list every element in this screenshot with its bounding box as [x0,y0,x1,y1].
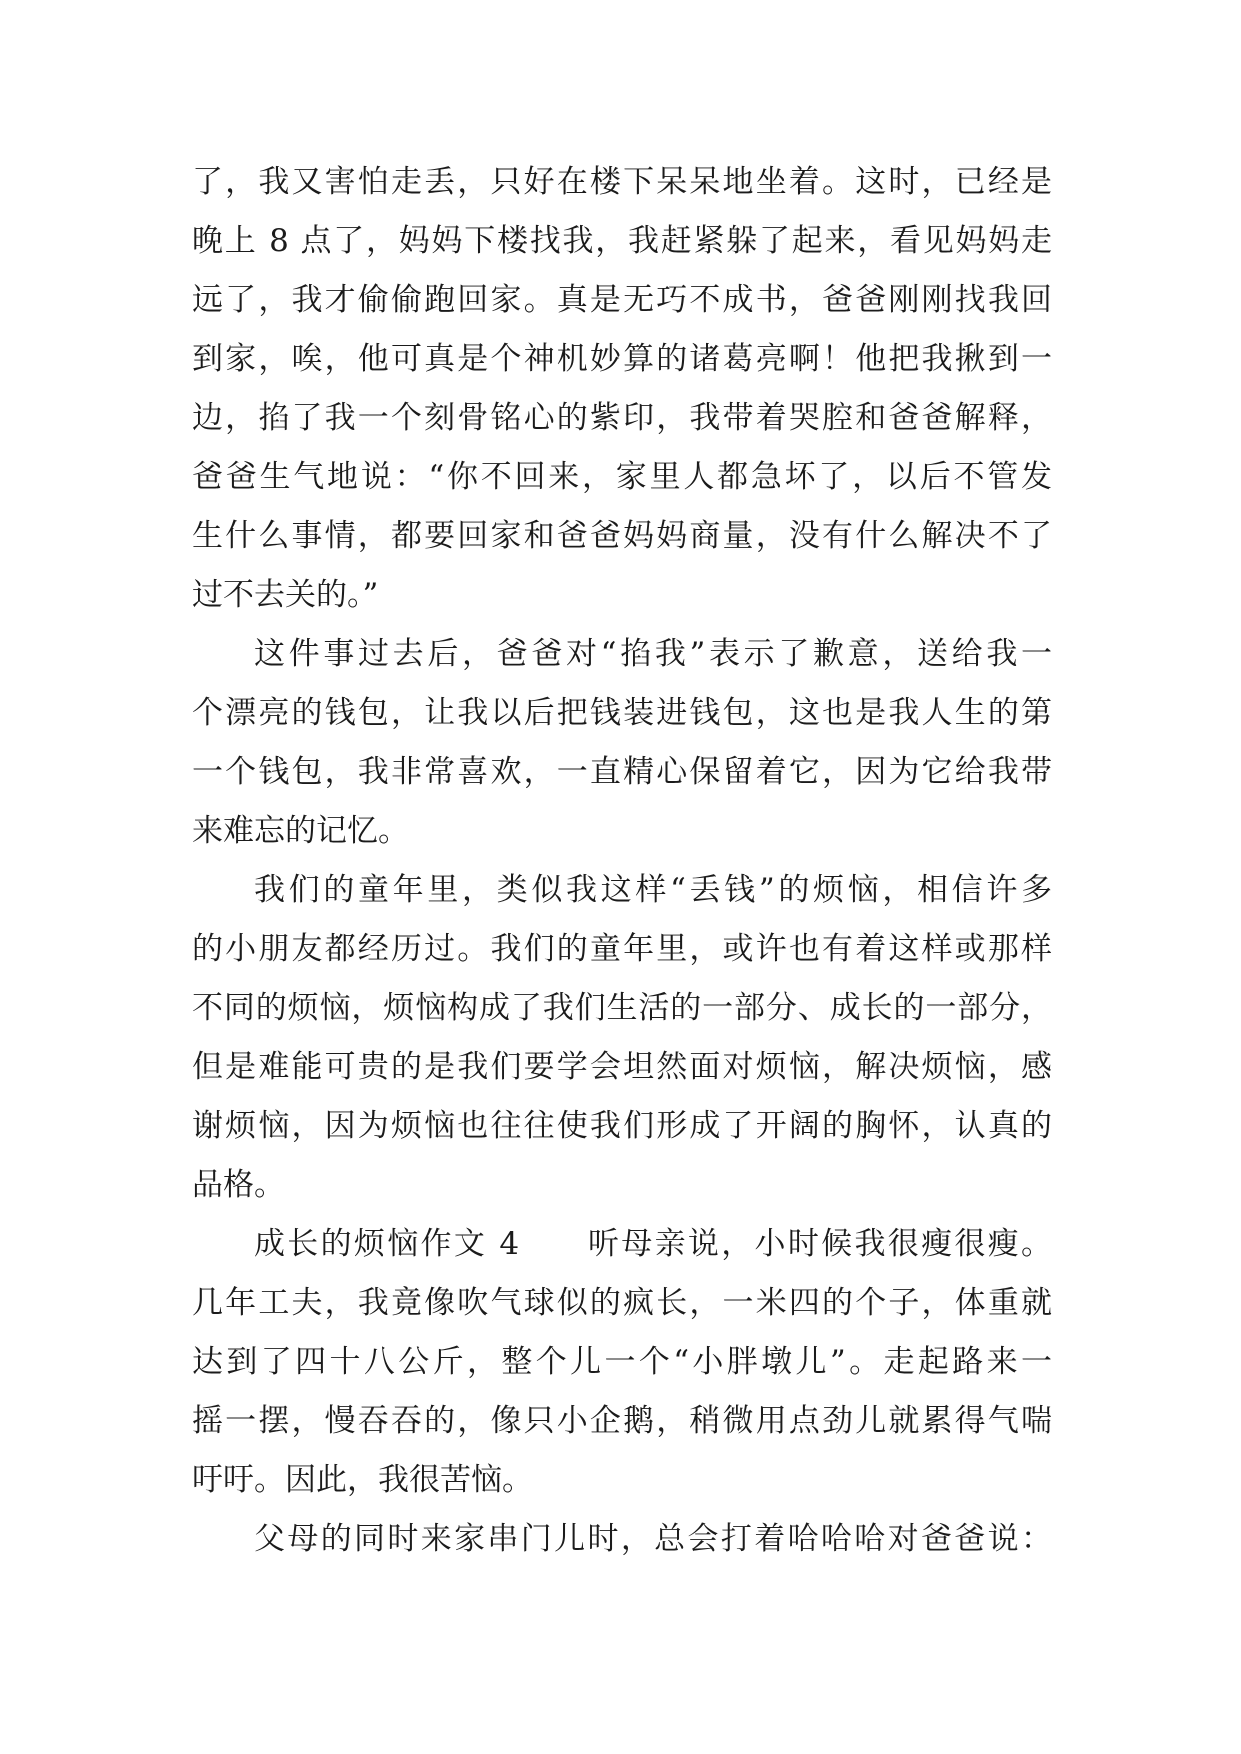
text-line: 父母的同时来家串门儿时，总会打着哈哈哈对爸爸说： [254,1521,1052,1557]
text-line: 生什么事情，都要回家和爸爸妈妈商量，没有什么解决不了 [192,518,1052,554]
paragraph [192,1510,1052,1569]
text-line: 的小朋友都经历过。我们的童年里，或许也有着这样或那样 [192,931,1052,967]
text-line: 摇一摆，慢吞吞的，像只小企鹅，稍微用点劲儿就累得气喘 [192,1403,1052,1439]
text-line: 谢烦恼，因为烦恼也往往使我们形成了开阔的胸怀，认真的 [192,1108,1052,1144]
paragraph [192,1215,1052,1510]
text-line: 一个钱包，我非常喜欢，一直精心保留着它，因为它给我带 [192,754,1052,790]
document-body [192,153,1052,1569]
text-line: 成长的烦恼作文 4 听母亲说，小时候我很瘦很瘦。 [254,1226,1052,1262]
text-line: 远了，我才偷偷跑回家。真是无巧不成书，爸爸刚刚找我回 [192,282,1052,318]
text-line: 晚上 8 点了，妈妈下楼找我，我赶紧躲了起来，看见妈妈走 [192,223,1052,259]
text-line: 边，掐了我一个刻骨铭心的紫印，我带着哭腔和爸爸解释， [192,400,1052,436]
paragraph [192,861,1052,1215]
text-line: 过不去关的。” [192,577,379,613]
text-line: 来难忘的记忆。 [192,813,409,849]
text-line: 个漂亮的钱包，让我以后把钱装进钱包，这也是我人生的第 [192,695,1052,731]
text-line: 到家，唉，他可真是个神机妙算的诸葛亮啊！他把我揪到一 [192,341,1052,377]
text-line: 品格。 [192,1167,285,1203]
text-line: 我们的童年里，类似我这样“丢钱”的烦恼，相信许多 [254,872,1052,908]
text-line: 爸爸生气地说：“你不回来，家里人都急坏了，以后不管发 [192,459,1052,495]
text-line: 几年工夫，我竟像吹气球似的疯长，一米四的个子，体重就 [192,1285,1052,1321]
text-line: 吁吁。因此，我很苦恼。 [192,1462,533,1498]
text-line: 不同的烦恼，烦恼构成了我们生活的一部分、成长的一部分， [192,990,1052,1026]
paragraph [192,625,1052,861]
text-line: 但是难能可贵的是我们要学会坦然面对烦恼，解决烦恼，感 [192,1049,1052,1085]
text-line: 了，我又害怕走丢，只好在楼下呆呆地坐着。这时，已经是 [192,164,1052,200]
paragraph [192,153,1052,625]
text-line: 这件事过去后，爸爸对“掐我”表示了歉意，送给我一 [254,636,1052,672]
text-line: 达到了四十八公斤，整个儿一个“小胖墩儿”。走起路来一 [192,1344,1052,1380]
